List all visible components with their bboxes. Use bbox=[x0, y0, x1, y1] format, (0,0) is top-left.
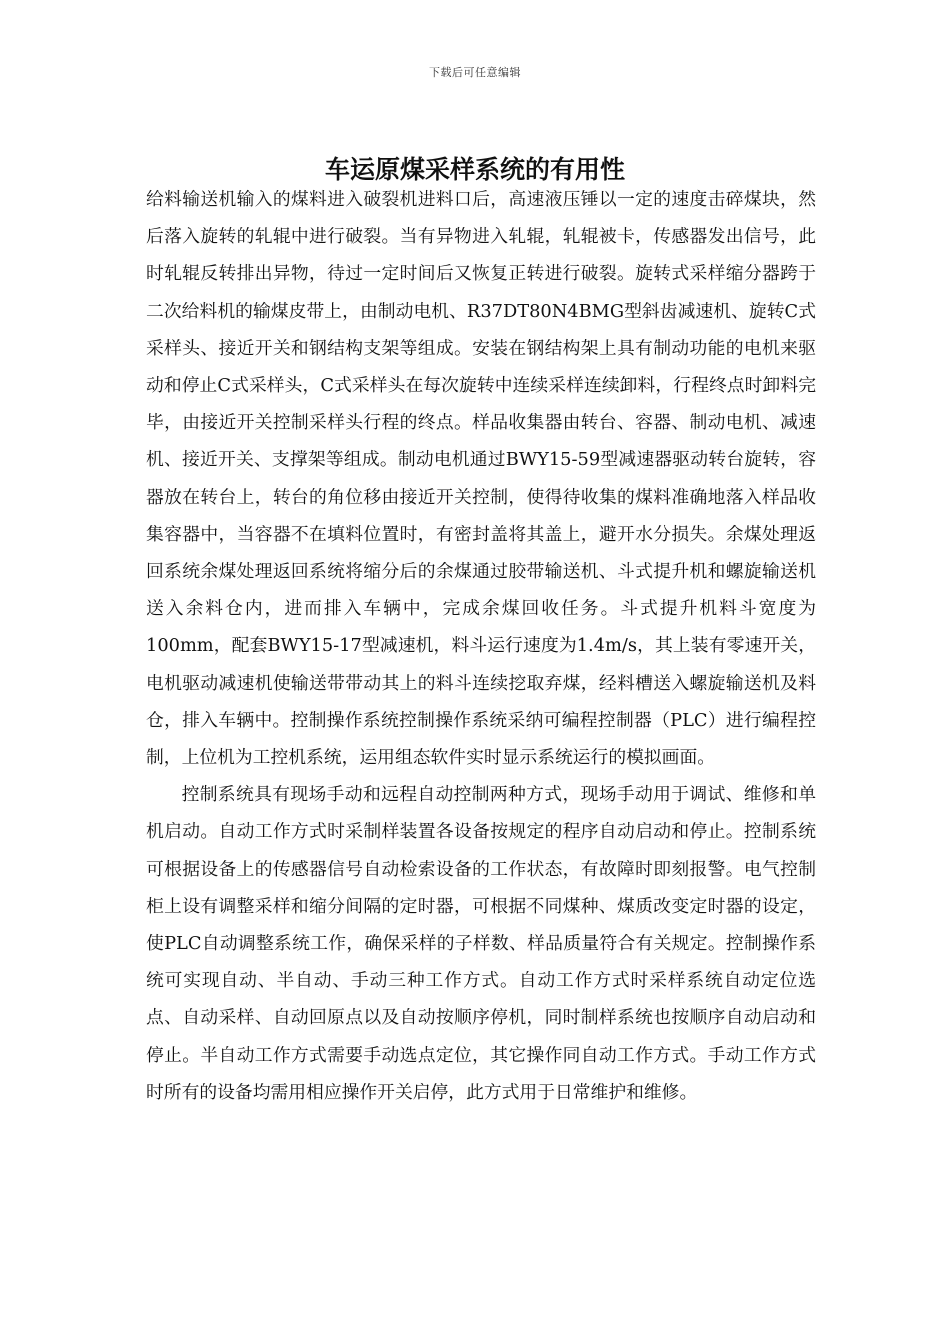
page-header-note: 下载后可任意编辑 bbox=[429, 66, 521, 79]
document-body bbox=[146, 181, 816, 1111]
paragraph-1: 给料输送机输入的煤料进入破裂机进料口后，高速液压锤以一定的速度击碎煤块，然后落入旋转的轧辊中进行破裂。当有异物进入轧辊，轧辊被卡，传感器发出信号，此时轧辊反转排出异物，待过一定时间后又恢复正转进行破裂。旋转式采样缩分器跨于二次给料机的输煤皮带上，由制动电机、R37DT80N4BMG型斜齿减速机、旋转C式采样头、接近开关和钢结构支架等组成。安装在钢结构架上具有制动功能的电机来驱动和停止C式采样头，C式采样头在每次旋转中连续采样连续卸料，行程终点时卸料完毕，由接近开关控制采样头行程的终点。样品收集器由转台、容器、制动电机、减速机、接近开关、支撑架等组成。制动电机通过BWY15-59型减速器驱动转台旋转，容器放在转台上，转台的角位移由接近开关控制，使得待收集的煤料准确地落入样品收集容器中，当容器不在填料位置时，有密封盖将其盖上，避开水分损失。余煤处理返回系统余煤处理返回系统将缩分后的余煤通过胶带输送机、斗式提升机和螺旋输送机送入余料仓内，进而排入车辆中，完成余煤回收任务。斗式提升机料斗宽度为100mm，配套BWY15-17型减速机，料斗运行速度为1.4m/s，其上装有零速开关，电机驱动减速机使输送带带动其上的料斗连续挖取弃煤，经料槽送入螺旋输送机及料仓，排入车辆中。控制操作系统控制操作系统采纳可编程控制器（PLC）进行编程控制，上位机为工控机系统，运用组态软件实时显示系统运行的模拟画面。 bbox=[146, 189, 816, 769]
paragraph-2: 控制系统具有现场手动和远程自动控制两种方式，现场手动用于调试、维修和单机启动。自动工作方式时采制样装置各设备按规定的程序自动启动和停止。控制系统可根据设备上的传感器信号自动检索设备的工作状态，有故障时即刻报警。电气控制柜上设有调整采样和缩分间隔的定时器，可根据不同煤种、煤质改变定时器的设定，使PLC自动调整系统工作，确保采样的子样数、样品质量符合有关规定。控制操作系统可实现自动、半自动、手动三种工作方式。自动工作方式时采样系统自动定位选点、自动采样、自动回原点以及自动按顺序停机，同时制样系统也按顺序自动启动和停止。半自动工作方式需要手动选点定位，其它操作同自动工作方式。手动工作方式时所有的设备均需用相应操作开关启停，此方式用于日常维护和维修。 bbox=[146, 784, 816, 1103]
document-title: 车运原煤采样系统的有用性 bbox=[324, 155, 625, 184]
